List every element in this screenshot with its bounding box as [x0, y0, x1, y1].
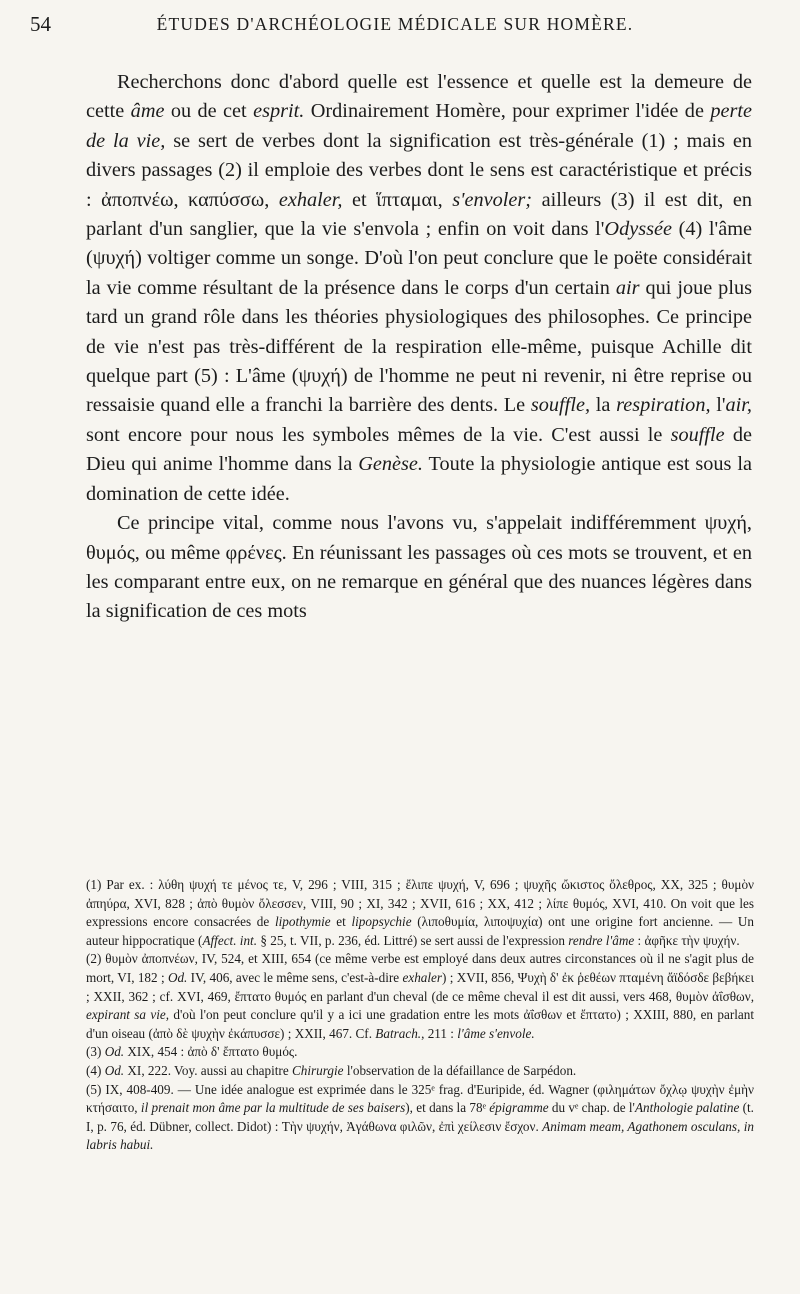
main-text	[86, 68, 752, 627]
footnote-3: (3) Od. XIX, 454 : ἀπὸ δ' ἔπτατο θυμός.	[86, 1044, 298, 1060]
emphasis: souffle	[670, 423, 725, 446]
footnote-1: (1) Par ex. : λύθη ψυχή τε μένος τε, V, 296 ; VIII, 315 ; ἔλιπε ψυχή, V, 696 ; ψυχῆς ὤκιστος ὄλεθρος, XX, 325 ; θυμὸν ἀπηύρα, XVI, 828 ; ἀπὸ θυμὸν ὄλεσσεν, VIII, 90 ; XI, 342 ; XVII, 616 ; XX, 412 ; λίπε θυμός, XVI, 410. On voit que les expressions encore consacrées de lipothymie et lipopsychie (λιποθυμία, λιποψυχία) ont une origine fort ancienne. — Un auteur hippocratique (Affect. int. § 25, t. VII, p. 236, éd. Littré) se sert aussi de l'expression rendre l'âme : ἀφῆκε τὴν ψυχήν.	[86, 877, 754, 948]
emphasis: Odyssée	[604, 218, 672, 241]
emphasis: exhaler,	[278, 188, 343, 211]
footnote-2: (2) θυμὸν ἀποπνέων, IV, 524, et XIII, 654 (ce même verbe est employé dans deux autres circonstances où il ne s'agit plus de mort, VI, 182 ; Od. IV, 406, avec le même sens, c'est-à-dire exhaler) ; XVII, 856, Ψυχὴ δ' ἐκ ῥεθέων πταμένη ἄϊδόσδε βεβήκει ; XXII, 362 ; cf. XVI, 469, ἔπτατο θυμός en parlant d'un cheval (de ce même cheval il est dit aussi, vers 468, θυμὸν ἀΐσθων, expirant sa vie, d'où l'on peut conclure qu'il y a ici une gradation entre les mots ἀΐσθων et ἔπτατο) ; XXIII, 880, en parlant d'un oiseau (ἀπὸ δὲ ψυχὴν ἐκάπυσσε) ; XXII, 467. Cf. Batrach., 211 : l'âme s'envole.	[86, 951, 755, 1041]
emphasis: Genèse.	[358, 453, 423, 476]
running-head: ÉTUDES D'ARCHÉOLOGIE MÉDICALE SUR HOMÈRE.	[156, 14, 634, 34]
page-header	[30, 8, 760, 42]
emphasis: air,	[725, 394, 753, 417]
emphasis: air	[615, 276, 640, 299]
emphasis: âme	[130, 100, 165, 123]
emphasis: s'envoler;	[452, 188, 533, 211]
paragraph-1: Recherchons donc d'abord quelle est l'essence et quelle est la demeure de cette âme ou de cet esprit. Ordinairement Homère, pour exprimer l'idée de perte de la vie, se sert de verbes dont la signification est très-générale (1) ; mais en divers passages (2) il emploie des verbes dont le sens est caractéristique et précis : ἀποπνέω, καπύσσω, exhaler, et ἵπταμαι, s'envoler; ailleurs (3) il est dit, en parlant d'un sanglier, que la vie s'envola ; enfin on voit dans l'Odyssée (4) l'âme (ψυχή) voltiger comme un songe. D'où l'on peut conclure que le poëte considérait la vie comme résultant de la présence dans le corps d'un certain air qui joue plus tard un grand rôle dans les théories physiologiques des philosophes. Ce principe de vie n'est pas très-différent de la respiration elle-même, puisque Achille dit quelque part (5) : L'âme (ψυχή) de l'homme ne peut ni revenir, ni être reprise ou ressaisie quand elle a franchi la barrière des dents. Le souffle, la respiration, l'air, sont encore pour nous les symboles mêmes de la vie. C'est aussi le souffle de Dieu qui anime l'homme dans la Genèse. Toute la physiologie antique est sous la domination de cette idée.	[86, 71, 753, 505]
paragraph-2: Ce principe vital, comme nous l'avons vu, s'appelait indifféremment ψυχή, θυμός, ou même φρένες. En réunissant les passages où ces mots se trouvent, et en les comparant entre eux, on ne remarque en général que des nuances légères dans la signification de ces mots	[86, 512, 752, 623]
footnote-4: (4) Od. XI, 222. Voy. aussi au chapitre Chirurgie l'observation de la défaillance de Sarpédon.	[86, 1062, 577, 1078]
emphasis: souffle,	[530, 394, 591, 417]
footnotes	[86, 876, 754, 1155]
emphasis: esprit.	[253, 100, 305, 123]
emphasis: respiration,	[616, 394, 711, 417]
page-number: 54	[30, 12, 51, 36]
emphasis: perte de la vie,	[86, 100, 753, 152]
footnote-5: (5) IX, 408-409. — Une idée analogue est exprimée dans le 325ᵉ frag. d'Euripide, éd. Wagner (φιλημάτων ὄχλῳ ψυχὴν ἐμὴν κτήσαιτο, il prenait mon âme par la multitude de ses baisers), et dans la 78ᵉ épigramme du vᵉ chap. de l'Anthologie palatine (t. I, p. 76, éd. Dübner, collect. Didot) : Τὴν ψυχήν, Ἀγάθωνα φιλῶν, ἐπὶ χείλεσιν ἔσχον. Animam meam, Agathonem osculans, in labris habui.	[86, 1081, 754, 1153]
